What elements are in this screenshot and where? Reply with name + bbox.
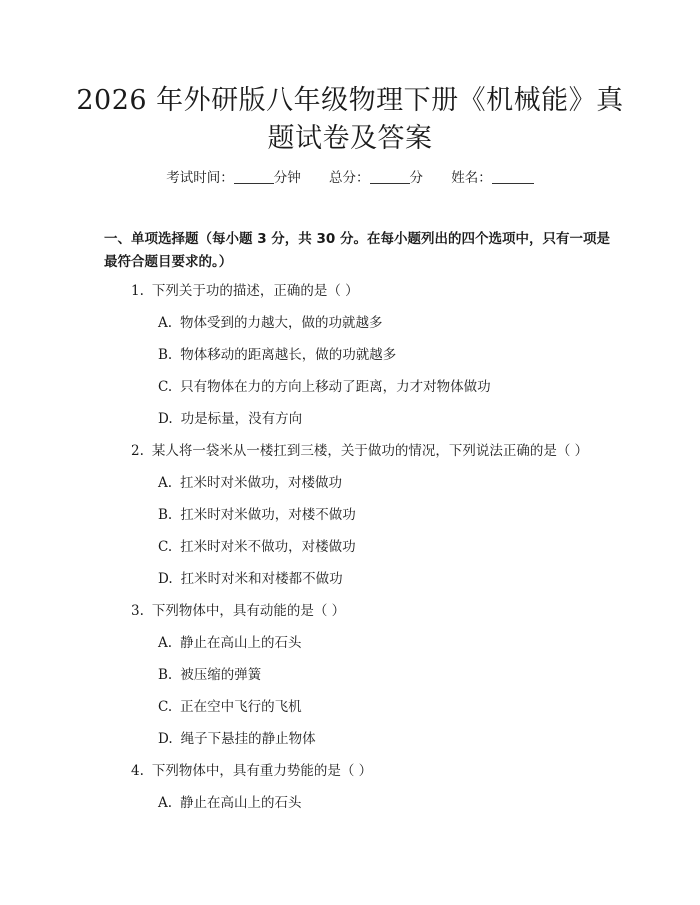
option-text: 静止在高山上的石头 (180, 795, 302, 811)
exam-time-unit: 分钟 (273, 170, 301, 186)
option-text: 扛米时对米做功，对楼不做功 (180, 507, 356, 523)
option-text: 只有物体在力的方向上移动了距离，力才对物体做功 (180, 379, 491, 395)
question-2 (131, 441, 588, 461)
option-item (158, 505, 356, 525)
option-text: 扛米时对米不做功，对楼做功 (180, 539, 356, 555)
option-item (158, 665, 261, 685)
option-item (158, 345, 396, 365)
option-letter: B. (158, 347, 173, 363)
option-letter: A. (158, 315, 173, 331)
option-text: 被压缩的弹簧 (180, 667, 262, 683)
option-text: 扛米时对米做功，对楼做功 (180, 475, 343, 491)
total-score-unit: 分 (409, 170, 423, 186)
option-text: 物体受到的力越大，做的功就越多 (180, 315, 383, 331)
option-item (158, 377, 491, 397)
question-number: 3. (131, 603, 144, 619)
question-1 (131, 281, 359, 301)
question-4 (131, 761, 372, 781)
option-item (158, 537, 356, 557)
exam-time-blank (234, 169, 274, 184)
student-name-label: 姓名： (451, 170, 492, 186)
student-name-field (451, 170, 534, 186)
option-item (158, 569, 343, 589)
option-text: 绳子下悬挂的静止物体 (180, 731, 316, 747)
option-text: 功是标量，没有方向 (180, 411, 303, 427)
exam-title-line1: 2026 年外研版八年级物理下册《机械能》真 (76, 85, 624, 116)
option-letter: C. (158, 379, 173, 395)
question-number: 4. (131, 763, 144, 779)
exam-time-label: 考试时间： (166, 170, 234, 186)
option-letter: C. (158, 699, 173, 715)
question-3 (131, 601, 345, 621)
option-letter: B. (158, 667, 173, 683)
option-letter: C. (158, 539, 173, 555)
option-letter: D. (158, 731, 173, 747)
option-item (158, 313, 383, 333)
section-heading: 一、单项选择题（每小题 3 分，共 30 分。在每小题列出的四个选项中，只有一项是最符合题目要求的。） (104, 231, 610, 270)
option-letter: A. (158, 475, 173, 491)
option-item (158, 633, 302, 653)
exam-time-field (166, 170, 305, 186)
question-number: 1. (131, 283, 144, 299)
option-item (158, 697, 302, 717)
option-letter: B. (158, 507, 173, 523)
total-score-label: 总分： (329, 170, 370, 186)
question-text: 下列关于功的描述，正确的是（ ） (151, 283, 359, 299)
option-letter: D. (158, 411, 173, 427)
question-text: 下列物体中，具有重力势能的是（ ） (151, 763, 373, 779)
option-text: 扛米时对米和对楼都不做功 (180, 571, 343, 587)
option-item (158, 473, 342, 493)
option-letter: D. (158, 571, 173, 587)
question-text: 某人将一袋米从一楼扛到三楼，关于做功的情况，下列说法正确的是（ ） (151, 443, 589, 459)
option-letter: A. (158, 795, 173, 811)
option-item (158, 793, 302, 813)
question-text: 下列物体中，具有动能的是（ ） (151, 603, 346, 619)
option-item (158, 729, 316, 749)
option-item (158, 409, 302, 429)
total-score-field (329, 170, 427, 186)
exam-title-line2: 题试卷及答案 (267, 123, 433, 154)
total-score-blank (370, 169, 410, 184)
student-name-blank (492, 169, 534, 184)
option-letter: A. (158, 635, 173, 651)
option-text: 物体移动的距离越长，做的功就越多 (180, 347, 397, 363)
option-text: 正在空中飞行的飞机 (180, 699, 302, 715)
option-text: 静止在高山上的石头 (180, 635, 302, 651)
question-number: 2. (131, 443, 144, 459)
exam-meta-line (0, 168, 700, 188)
